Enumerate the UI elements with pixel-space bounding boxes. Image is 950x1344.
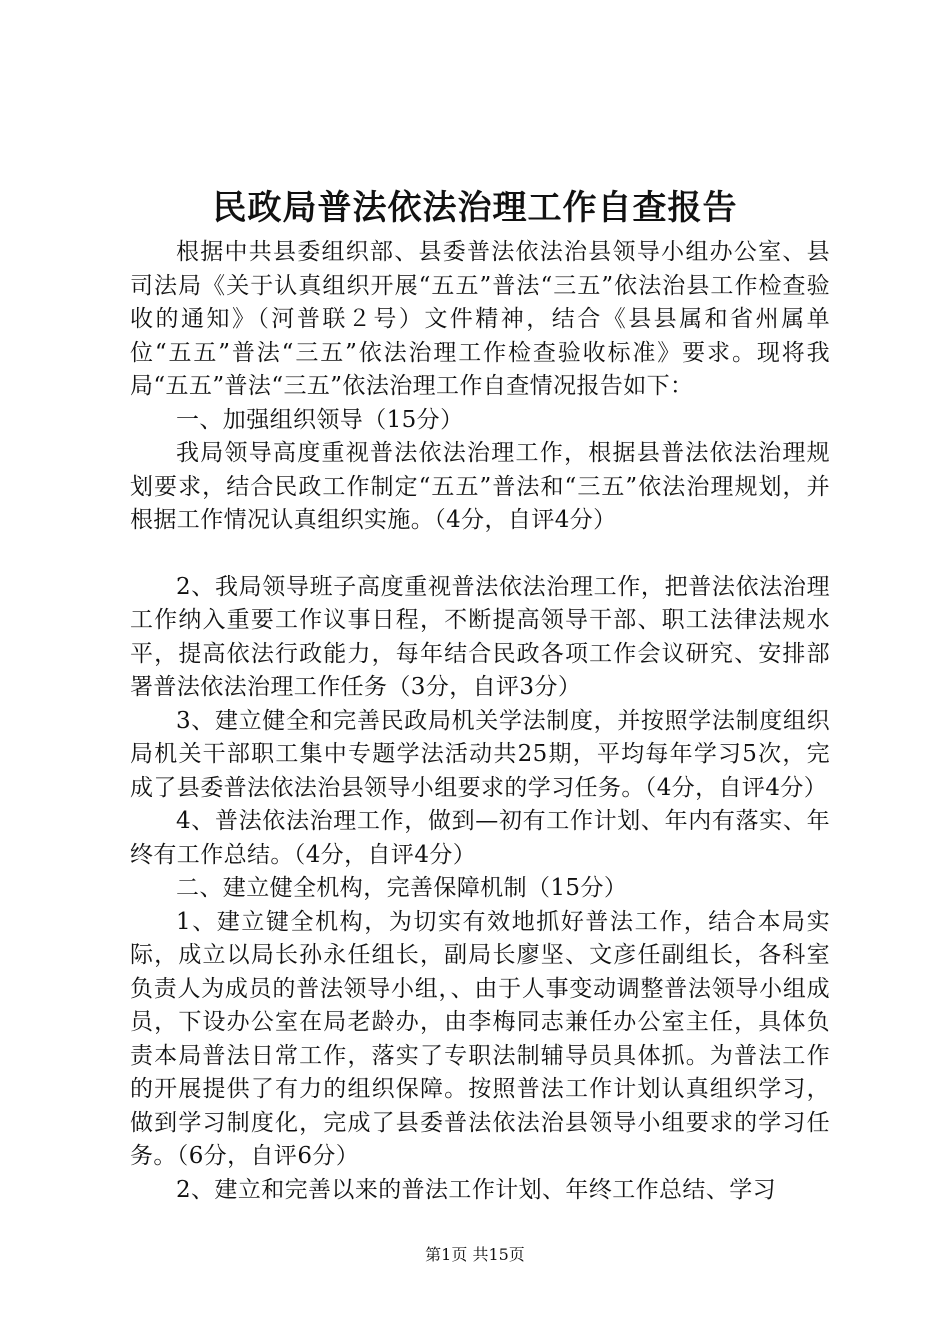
paragraph-1-3: 3、建立健全和完善民政局机关学法制度，并按照学法制度组织局机关干部职工集中专题学法活动共25期，平均每年学习5次，完成了县委普法依法治县领导小组要求的学习任务。（4分，自评4分） [130,707,830,801]
section-heading-2: 二、建立健全机构，完善保障机制（15分） [176,875,628,901]
section-heading-1: 一、加强组织领导（15分） [176,406,464,433]
document-title: 民政局普法依法治理工作自查报告 [212,188,738,228]
document-body [130,236,830,1207]
paragraph-intro: 根据中共县委组织部、县委普法依法治县领导小组办公室、县司法局《关于认真组织开展“五五”普法“三五”依法治县工作检查验收的通知》（河普联２号）文件精神，结合《县县属和省州属单位“五五”普法“三五”依法治理工作检查验收标准》要求。现将我局“五五”普法“三五”依法治理工作自查情况报告如下： [130,239,830,399]
paragraph-1-2: 2、我局领导班子高度重视普法依法治理工作，把普法依法治理工作纳入重要工作议事日程，不断提高领导干部、职工法律法规水平，提高依法行政能力，每年结合民政各项工作会议研究、安排部署普法依法治理工作任务（3分，自评3分） [130,573,830,700]
page-footer: 第1页 共15页 [425,1245,525,1264]
paragraph-2-2: 2、建立和完善以来的普法工作计划、年终工作总结、学习 [176,1176,777,1203]
paragraph-1-4: 4、普法依法治理工作，做到—初有工作计划、年内有落实、年终有工作总结。（4分，自评4分） [130,808,830,868]
paragraph-2-1: 1、建立键全机构，为切实有效地抓好普法工作，结合本局实际，成立以局长孙永任组长，副局长廖坚、文彦任副组长，各科室负责人为成员的普法领导小组，、由于人事变动调整普法领导小组成员，下设办公室在局老龄办，由李梅同志兼任办公室主任，具体负责本局普法日常工作，落实了专职法制辅导员具体抓。为普法工作的开展提供了有力的组织保障。按照普法工作计划认真组织学习，做到学习制度化，完成了县委普法依法治县领导小组要求的学习任务。（6分，自评6分） [130,908,830,1169]
paragraph-1-1: 我局领导高度重视普法依法治理工作，根据县普法依法治理规划要求，结合民政工作制定“五五”普法和“三五”依法治理规划，并根据工作情况认真组织实施。（4分，自评4分） [130,440,830,533]
